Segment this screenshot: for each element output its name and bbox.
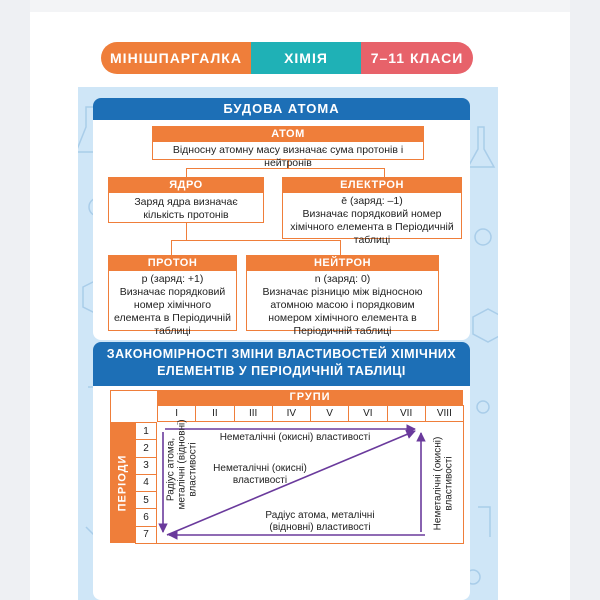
group-cell: VII bbox=[387, 405, 426, 422]
table-body-border bbox=[157, 419, 464, 544]
atom-structure-title: БУДОВА АТОМА bbox=[93, 98, 470, 120]
electron-label: ЕЛЕКТРОН bbox=[283, 178, 461, 193]
electron-text: Визначає порядковий номер хімічного елемента в Періодичній таблиці bbox=[290, 208, 454, 246]
period-cell: 2 bbox=[135, 439, 157, 457]
neutron-label: НЕЙТРОН bbox=[247, 256, 438, 271]
trends-title-line-1: ЗАКОНОМІРНОСТІ ЗМІНИ ВЛАСТИВОСТЕЙ ХІМІЧНИХ bbox=[106, 347, 457, 361]
atom-box bbox=[152, 126, 424, 169]
table-corner-line bbox=[110, 390, 111, 422]
period-cell: 6 bbox=[135, 508, 157, 526]
neutron-charge: n (заряд: 0) bbox=[314, 273, 371, 285]
proton-label: ПРОТОН bbox=[109, 256, 236, 271]
group-cell: III bbox=[234, 405, 273, 422]
group-cell: II bbox=[195, 405, 234, 422]
periodic-trends-title bbox=[93, 342, 470, 386]
period-cell: 5 bbox=[135, 491, 157, 509]
left-vertical-label-3: властивості bbox=[187, 442, 199, 497]
group-cell: VIII bbox=[425, 405, 464, 422]
nucleus-text: Заряд ядра визначає кількість протонів bbox=[134, 196, 238, 221]
atom-label: АТОМ bbox=[153, 127, 423, 142]
title-banner bbox=[101, 42, 473, 74]
periods-header-label: ПЕРІОДИ bbox=[116, 454, 129, 511]
neutron-box bbox=[246, 255, 439, 337]
right-vertical-label-1: Неметалічні (окисні) bbox=[432, 436, 444, 531]
group-cell: V bbox=[310, 405, 349, 422]
top-arrow-label: Неметалічні (окисні) властивості bbox=[219, 432, 371, 443]
connector-line bbox=[171, 240, 172, 256]
left-vertical-label-2: металічні (відновні) bbox=[176, 419, 188, 510]
group-cell: IV bbox=[272, 405, 311, 422]
diagonal-label-line-1: Неметалічні (окисні) bbox=[213, 463, 307, 474]
table-corner bbox=[110, 390, 157, 422]
groups-header: ГРУПИ bbox=[157, 390, 463, 405]
page-gutter-right bbox=[570, 0, 600, 600]
periods-header bbox=[110, 422, 135, 543]
proton-charge: p (заряд: +1) bbox=[141, 273, 204, 285]
banner-grades: 7–11 КЛАСИ bbox=[361, 42, 473, 74]
neutron-text: Визначає різницю між відносною атомною масою і порядковим номером хімічного елемента в Періодичній таблиці bbox=[262, 286, 423, 337]
banner-subject: ХІМІЯ bbox=[251, 42, 361, 74]
group-cell: I bbox=[157, 405, 196, 422]
nucleus-label: ЯДРО bbox=[109, 178, 263, 193]
atom-text: Відносну атомну масу визначає сума протонів і нейтронів bbox=[172, 144, 404, 169]
left-vertical-label-1: Радіус атома, bbox=[165, 437, 177, 502]
period-cell: 7 bbox=[135, 526, 157, 544]
proton-text: Визначає порядковий номер хімічного елемента в Періодичній таблиці bbox=[114, 286, 231, 337]
proton-box bbox=[108, 255, 237, 337]
nucleus-box bbox=[108, 177, 264, 223]
electron-charge: ē (заряд: –1) bbox=[341, 195, 403, 207]
period-cell: 3 bbox=[135, 457, 157, 475]
trends-title-line-2: ЕЛЕМЕНТІВ У ПЕРІОДИЧНІЙ ТАБЛИЦІ bbox=[157, 364, 406, 378]
bottom-arrow-label-line-1: Радіус атома, металічні bbox=[265, 510, 375, 521]
right-vertical-label-2: властивості bbox=[443, 456, 455, 511]
electron-box bbox=[282, 177, 462, 246]
banner-series: МІНІШПАРГАЛКА bbox=[101, 42, 251, 74]
page-top-shadow bbox=[30, 0, 570, 12]
bottom-arrow-label-line-2: (відновні) властивості bbox=[269, 522, 371, 533]
diagonal-label-line-2: властивості bbox=[232, 475, 288, 486]
period-cell: 4 bbox=[135, 474, 157, 492]
page-gutter-left bbox=[0, 0, 30, 600]
period-cell: 1 bbox=[135, 422, 157, 440]
group-cell: VI bbox=[348, 405, 387, 422]
